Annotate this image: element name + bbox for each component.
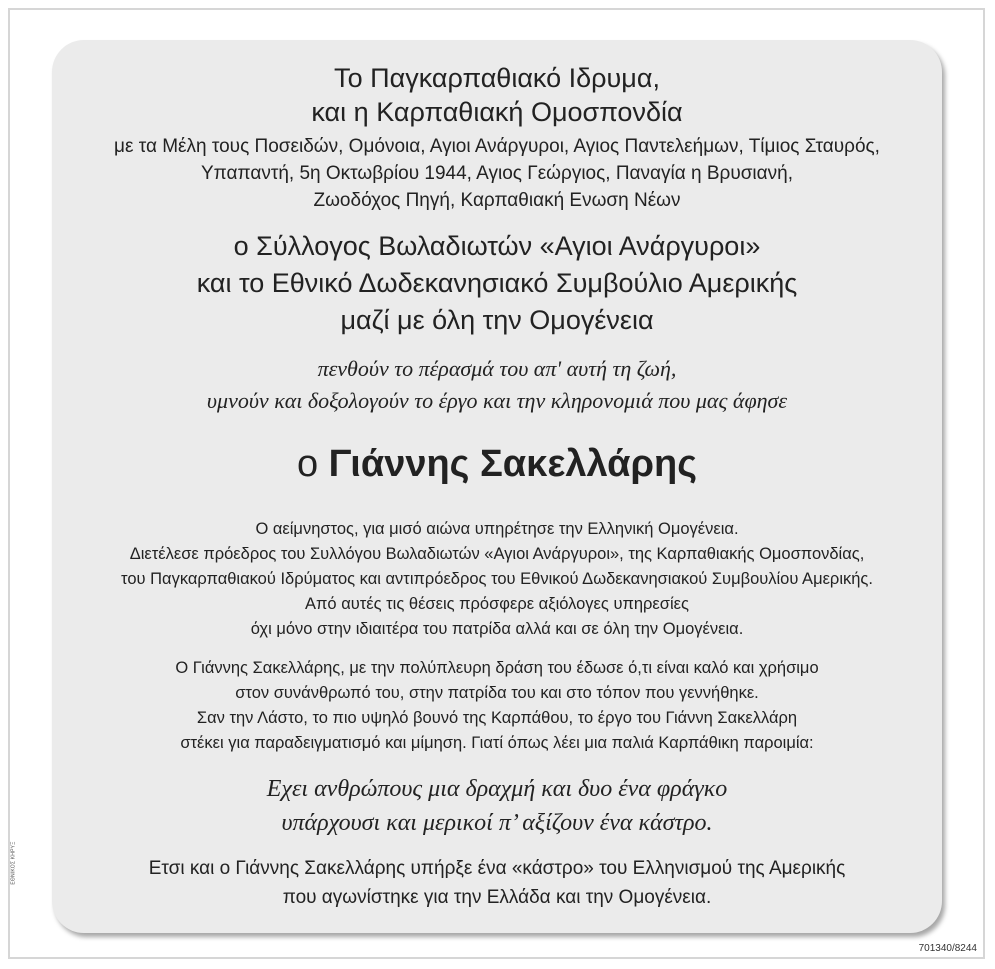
member-clubs (52, 129, 942, 214)
members-line: Υπαπαντή, 5η Οκτωβρίου 1944, Αγιος Γεώργιος, Παναγία η Βρυσιανή, (201, 163, 793, 184)
ad-code: 701340/8244 (918, 943, 977, 954)
closing-line: που αγωνίστηκε για την Ελλάδα και την Ομογένεια. (282, 887, 712, 908)
memorial-content (52, 40, 942, 912)
tribute-line: Σαν την Λάστο, το πιο υψηλό βουνό της Καρπάθου, το έργο του Γιάννη Σακελλάρη (196, 709, 798, 727)
bio-text (52, 487, 942, 642)
header-line-2: και η Καρπαθιακή Ομοσπονδία (311, 97, 683, 127)
header-line-1: Το Παγκαρπαθιακό Ιδρυμα, (334, 63, 660, 93)
bio-line: του Παγκαρπαθιακού Ιδρύματος και αντιπρόεδρος του Εθνικού Δωδεκανησιακού Συμβουλίου Αμερικής. (121, 570, 873, 588)
mourning-text (52, 339, 942, 417)
bio-line: Από αυτές τις θέσεις πρόσφερε αξιόλογες υπηρεσίες (305, 595, 689, 613)
org2-line: ο Σύλλογος Βωλαδιωτών «Αγιοι Ανάργυροι» (233, 231, 761, 261)
proverb-line: Εχει ανθρώπους μια δραχμή και δυο ένα φράγκο (266, 776, 728, 802)
closing-text (52, 840, 942, 912)
proverb-text (52, 756, 942, 840)
tribute-line: Ο Γιάννης Σακελλάρης, με την πολύπλευρη δράση του έδωσε ό,τι είναι καλό και χρήσιμο (175, 659, 819, 677)
deceased-name (52, 417, 942, 487)
members-line: Ζωοδόχος Πηγή, Καρπαθιακή Ενωση Νέων (313, 190, 681, 211)
bio-line: Ο αείμνηστος, για μισό αιώνα υπηρέτησε την Ελληνική Ομογένεια. (255, 520, 739, 538)
bio-line: όχι μόνο στην ιδιαιτέρα του πατρίδα αλλά και σε όλη την Ομογένεια. (250, 620, 744, 638)
org2-line: και το Εθνικό Δωδεκανησιακό Συμβούλιο Αμερικής (196, 268, 798, 298)
tribute-line: στον συνάνθρωπό του, στην πατρίδα του και στο τόπον που γεννήθηκε. (235, 684, 759, 702)
closing-line: Ετσι και ο Γιάννης Σακελλάρης υπήρξε ένα «κάστρο» του Ελληνισμού της Αμερικής (148, 858, 846, 879)
members-line: με τα Μέλη τους Ποσειδών, Ομόνοια, Αγιοι Ανάργυροι, Αγιος Παντελεήμων, Τίμιος Σταυρός, (114, 136, 880, 157)
mourning-line: πενθούν το πέρασμά του απ' αυτή τη ζωή, (317, 356, 677, 381)
name-text: Γιάννης Σακελλάρης (328, 443, 698, 485)
name-article: ο (296, 443, 319, 485)
header-orgs (52, 40, 942, 129)
mourning-line: υμνούν και δοξολογούν το έργο και την κληρονομιά που μας άφησε (206, 388, 788, 413)
proverb-line: υπάρχουσι και μερικοί π’ αξίζουν ένα κάστρο. (281, 810, 713, 836)
org2-line: μαζί με όλη την Ομογένεια (340, 305, 654, 335)
other-orgs (52, 214, 942, 339)
publisher-credit: ΕΘΝΙΚΟΣ ΚΗΡΥΞ (10, 841, 17, 885)
bio-line: Διετέλεσε πρόεδρος του Συλλόγου Βωλαδιωτών «Αγιοι Ανάργυροι», της Καρπαθιακής Ομοσπονδίας, (129, 545, 865, 563)
tribute-text (52, 642, 942, 756)
tribute-line: στέκει για παραδειγματισμό και μίμηση. Γιατί όπως λέει μια παλιά Καρπάθικη παροιμία: (180, 734, 814, 752)
